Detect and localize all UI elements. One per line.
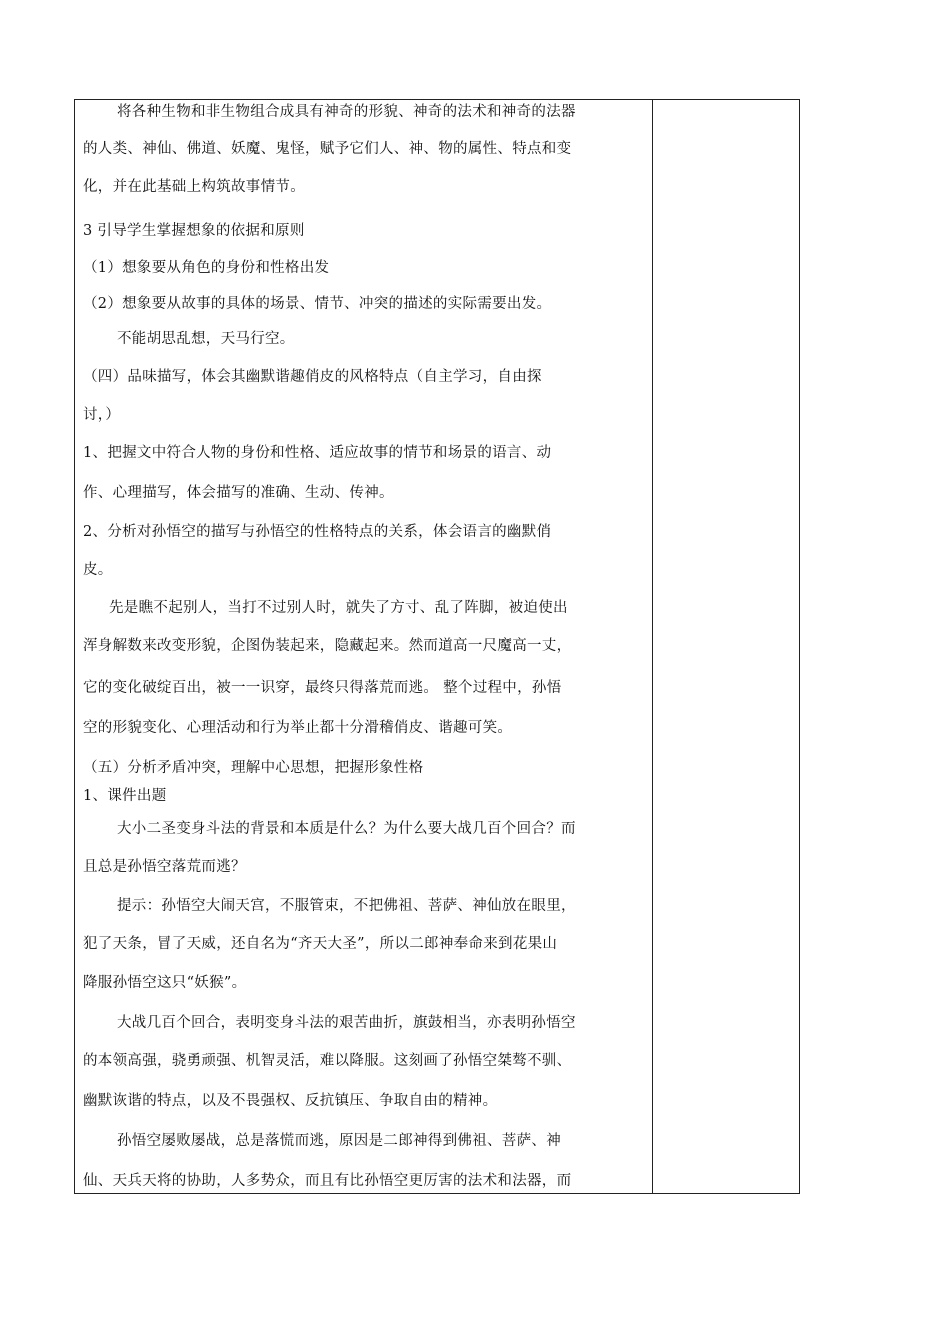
text-line: 先是瞧不起别人，当打不过别人时，就失了方寸、乱了阵脚，被迫使出 <box>109 600 568 616</box>
lesson-table <box>74 99 800 1194</box>
text-line: 作、心理描写，体会描写的准确、生动、传神。 <box>83 485 394 501</box>
text-line: 皮。 <box>83 562 113 578</box>
text-line: 幽默诙谐的特点，以及不畏强权、反抗镇压、争取自由的精神。 <box>83 1093 498 1109</box>
text-line: 1、课件出题 <box>83 788 167 804</box>
text-line: 大战几百个回合，表明变身斗法的艰苦曲折，旗鼓相当，亦表明孙悟空 <box>117 1015 576 1031</box>
text-line: （四）品味描写，体会其幽默谐趣俏皮的风格特点（自主学习，自由探 <box>83 369 542 385</box>
text-line: （2）想象要从故事的具体的场景、情节、冲突的描述的实际需要出发。 <box>83 296 552 312</box>
text-line: 降服孙悟空这只“妖猴”。 <box>83 975 247 991</box>
text-line: 空的形貌变化、心理活动和行为举止都十分滑稽俏皮、谐趣可笑。 <box>83 720 513 736</box>
text-line: 犯了天条，冒了天威，还自名为“齐天大圣”，所以二郎神奉命来到花果山 <box>83 936 558 952</box>
text-line: 的人类、神仙、佛道、妖魔、鬼怪，赋予它们人、神、物的属性、特点和变 <box>83 141 572 157</box>
text-line: 化，并在此基础上构筑故事情节。 <box>83 179 305 195</box>
text-line: 提示：孙悟空大闹天宫，不服管束，不把佛祖、菩萨、神仙放在眼里， <box>117 898 576 914</box>
text-line: 它的变化破绽百出，被一一识穿，最终只得落荒而逃。 整个过程中，孙悟 <box>83 680 562 696</box>
text-line: 仙、天兵天将的协助，人多势众，而且有比孙悟空更厉害的法术和法器，而 <box>83 1173 572 1189</box>
text-line: 不能胡思乱想，天马行空。 <box>117 331 295 347</box>
notes-cell <box>653 100 800 1193</box>
text-line: （五）分析矛盾冲突，理解中心思想，把握形象性格 <box>83 760 424 776</box>
text-line: 浑身解数来改变形貌，企图伪装起来，隐藏起来。然而道高一尺魔高一丈， <box>83 638 572 654</box>
text-line: 的本领高强，骁勇顽强、机智灵活，难以降服。这刻画了孙悟空桀骜不驯、 <box>83 1053 572 1069</box>
text-line: 2、分析对孙悟空的描写与孙悟空的性格特点的关系，体会语言的幽默俏 <box>83 524 552 540</box>
text-line: 大小二圣变身斗法的背景和本质是什么？为什么要大战几百个回合？而 <box>117 821 576 837</box>
text-line: 1、把握文中符合人物的身份和性格、适应故事的情节和场景的语言、动 <box>83 445 552 461</box>
text-line: 讨，） <box>83 407 121 423</box>
text-line: （1）想象要从角色的身份和性格出发 <box>83 260 330 276</box>
text-line: 将各种生物和非生物组合成具有神奇的形貌、神奇的法术和神奇的法器 <box>117 104 576 120</box>
text-line: 且总是孙悟空落荒而逃？ <box>83 859 246 875</box>
text-line: 孙悟空屡败屡战，总是落慌而逃，原因是二郎神得到佛祖、菩萨、神 <box>117 1133 561 1149</box>
content-cell <box>83 100 645 1193</box>
text-line: 3 引导学生掌握想象的依据和原则 <box>83 223 305 239</box>
